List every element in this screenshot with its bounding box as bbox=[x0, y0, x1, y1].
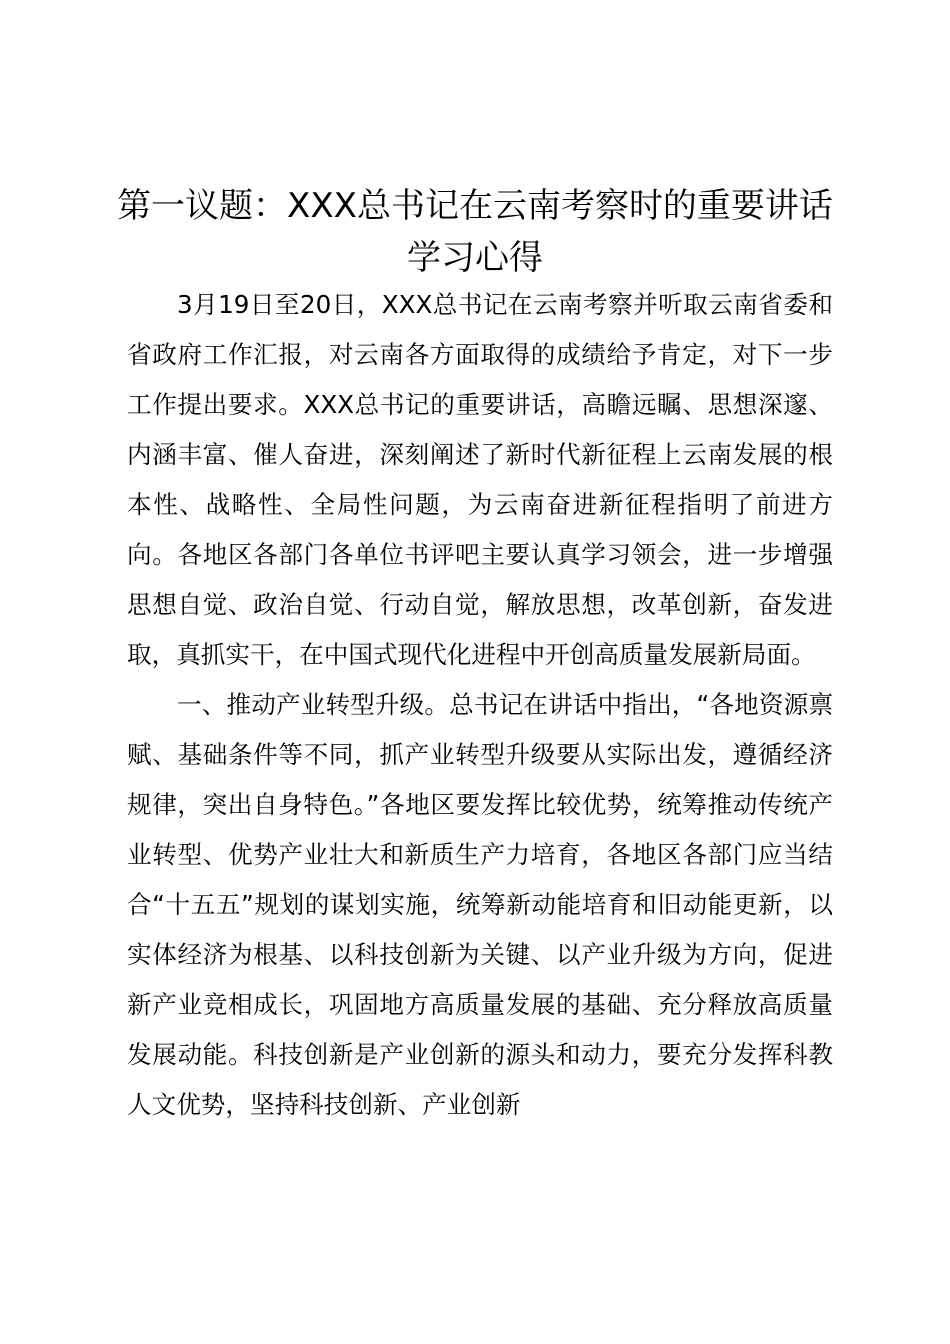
document-title: 第一议题：XXX总书记在云南考察时的重要讲话学习心得 bbox=[117, 186, 833, 278]
paragraph-section-one: 一、推动产业转型升级。总书记在讲话中指出，“各地资源禀赋、基础条件等不同，抓产业转型升级要从实际出发，遵循经济规律，突出自身特色。”各地区要发挥比较优势，统筹推动传统产业转型、优势产业壮大和新质生产力培育，各地区各部门应当结合“十五五”规划的谋划实施，统筹新动能培育和旧动能更新，以实体经济为根基、以科技创新为关键、以产业升级为方向，促进新产业竞相成长，巩固地方高质量发展的基础、充分释放高质量发展动能。科技创新是产业创新的源头和动力，要充分发挥科教人文优势，坚持科技创新、产业创新 bbox=[127, 690, 833, 1119]
document-body bbox=[127, 280, 833, 1130]
paragraph-intro: 3月19日至20日，XXX总书记在云南考察并听取云南省委和省政府工作汇报，对云南各方面取得的成绩给予肯定，对下一步工作提出要求。XXX总书记的重要讲话，高瞻远瞩、思想深邃、内涵丰富、催人奋进，深刻阐述了新时代新征程上云南发展的根本性、战略性、全局性问题，为云南奋进新征程指明了前进方向。各地区各部门各单位书评吧主要认真学习领会，进一步增强思想自觉、政治自觉、行动自觉，解放思想，改革创新，奋发进取，真抓实干，在中国式现代化进程中开创高质量发展新局面。 bbox=[127, 290, 833, 669]
